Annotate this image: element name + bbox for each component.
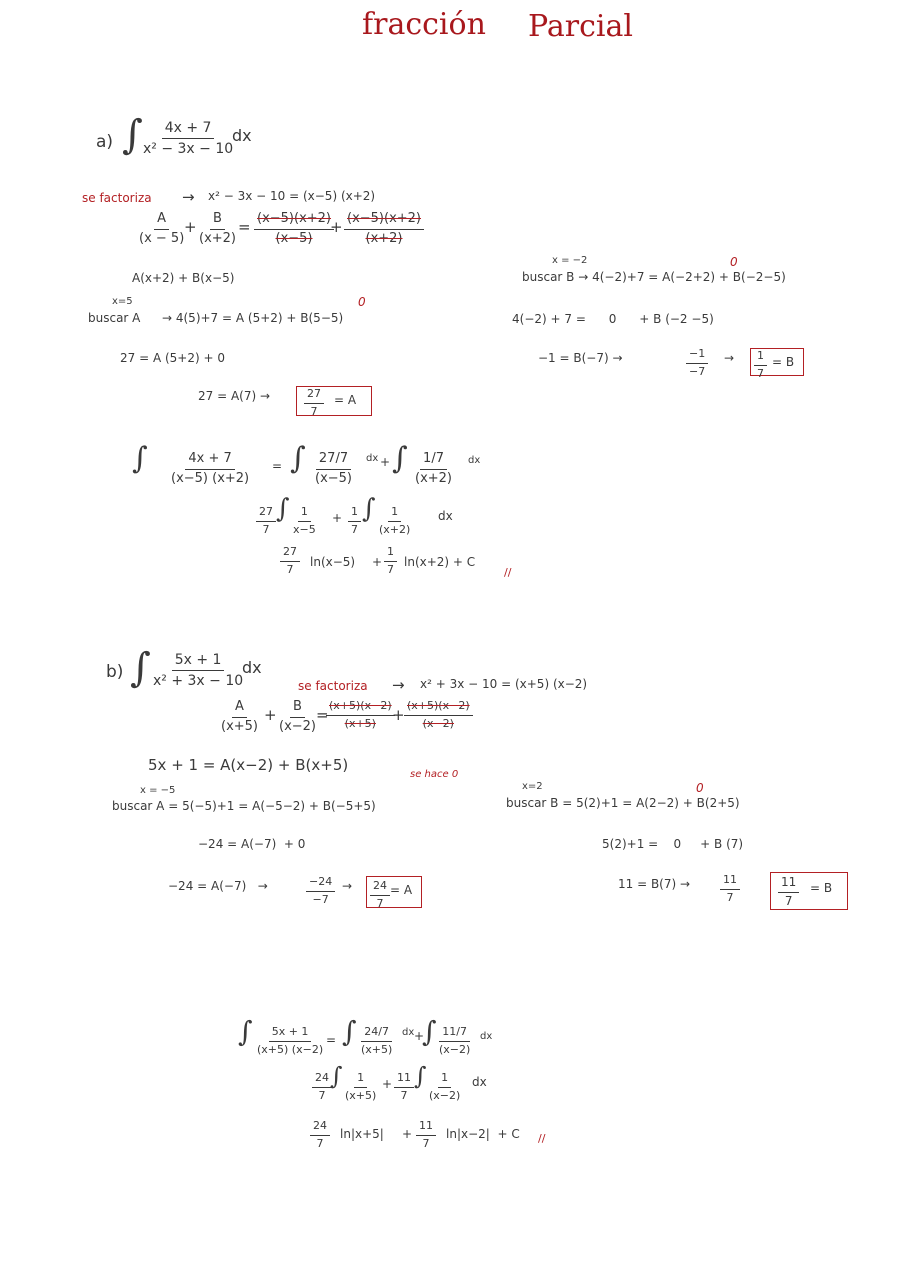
answer-B-label: = B [772,355,795,369]
part-a-factorization: x² − 3x − 10 = (x−5) (x+2) [208,189,376,203]
plus-sign: + [330,218,343,236]
pf-a-term-B: $\frac{B}{(x+2)}$ [199,211,237,246]
pf-b-cleared-1: $\frac{(x+5)(x-2)}{(x+5)}$ [326,700,395,730]
part-a-step2-f1: $\frac{1}{x-5}$ [293,505,316,536]
integral-sign-icon: ∫ [362,494,376,524]
arrow-icon: → [724,351,735,365]
pf-b-term-A: $\frac{A}{(x+5)}$ [221,699,259,734]
plus-sign: + [402,1127,413,1141]
part-b-int-r1-dx: dx [402,1027,415,1038]
part-b-result-c1: $\frac{24}{7}$ [310,1120,330,1150]
part-a-eq-main: A(x+2) + B(x−5) [132,271,235,285]
part-a-line-27b: 27 = A(7) → [198,389,271,403]
part-a-result-ln1: ln(x−5) [310,555,356,569]
answer-B-fraction: $\frac{1}{7}$ [754,350,767,380]
part-b-line-b1: 5(2)+1 = 0 + B (7) [602,837,744,851]
plus-sign: + [382,1077,393,1091]
integral-sign-icon: ∫ [392,441,408,476]
title-word-1: fracción [362,7,486,42]
part-b-dx: dx [242,658,262,677]
part-b-int-r1: $\frac{24/7}{(x+5)}$ [361,1025,393,1056]
arrow-icon: → [392,676,405,694]
part-a-label: a) [96,132,114,152]
part-a-int-lhs: $\frac{4x + 7}{(x-5) (x+2)}$ [171,451,250,486]
integral-sign-icon: ∫ [290,441,306,476]
part-b-result-ln1: ln|x+5| [340,1127,384,1141]
part-b-line-b2: 11 = B(7) → [618,877,691,891]
part-b-result-ln2: ln|x−2| + C [446,1127,520,1141]
part-b-result-c2: $\frac{11}{7}$ [416,1120,436,1150]
answer-B-fraction: $\frac{11}{7}$ [778,876,799,909]
part-a-find-B: buscar B → 4(−2)+7 = A(−2+2) + B(−2−5) [522,270,786,284]
integral-sign-icon: ∫ [238,1015,253,1048]
part-b-int-r2-dx: dx [480,1031,493,1042]
part-a-int-r1-dx: dx [366,453,379,464]
part-b-find-B: buscar B = 5(2)+1 = A(2−2) + B(2+5) [506,796,740,810]
part-b-factorization: x² + 3x − 10 = (x+5) (x−2) [420,677,588,691]
part-a-int-r1: $\frac{27/7}{(x-5)}$ [315,451,353,486]
part-b-sub-A: x = −5 [140,785,176,796]
pf-b-cleared-2: $\frac{(x+5)(x-2)}{(x-2)}$ [404,700,473,730]
end-mark: // [504,566,512,579]
part-b-frac-a: $\frac{-24}{-7}$ [306,876,335,906]
equals-sign: = [272,459,283,473]
integral-sign-icon: ∫ [414,1062,427,1090]
answer-B-label: = B [810,881,833,895]
part-a-step2-dx: dx [438,509,453,523]
plus-sign: + [414,1029,425,1043]
part-a-line-27a: 27 = A (5+2) + 0 [120,351,225,365]
plus-sign: + [380,455,391,469]
part-a-find-A-eq: → 4(5)+7 = A (5+2) + B(5−5) [162,311,344,325]
integral-sign-icon: ∫ [330,1062,343,1090]
part-b-frac-b: $\frac{11}{7}$ [720,874,740,904]
pf-a-cleared-1: $\frac{(x-5)(x+2)}{(x-5)}$ [254,212,334,247]
answer-A-fraction: $\frac{27}{7}$ [304,388,324,418]
part-a-find-A: buscar A [88,311,141,325]
pf-a-term-A: $\frac{A}{(x - 5)}$ [139,211,185,246]
pf-a-cleared-2: $\frac{(x-5)(x+2)}{(x+2)}$ [344,212,424,247]
part-a-step2-c1: $\frac{27}{7}$ [256,506,276,536]
integral-sign-icon: ∫ [276,494,290,524]
part-b-zero-B: 0 [696,781,704,795]
part-a-dx: dx [232,126,252,145]
part-a-int-r2-dx: dx [468,455,481,466]
integral-sign-icon: ∫ [132,441,148,476]
part-b-integrand: $\frac{5x + 1}{\text{x² + 3x − 10}}$ [153,652,244,690]
plus-sign: + [372,555,383,569]
part-a-result-ln2: ln(x+2) + C [404,555,476,569]
plus-sign: + [264,706,277,724]
plus-sign: + [332,511,343,525]
part-b-line-a1: −24 = A(−7) + 0 [198,837,306,851]
integral-sign-icon: ∫ [342,1015,357,1048]
title-word-2: Parcial [528,9,633,44]
plus-sign: + [184,218,197,236]
integral-sign-icon: ∫ [130,645,151,691]
part-a-zero-A: 0 [358,295,366,309]
answer-A-fraction: $\frac{24}{7}$ [370,880,390,910]
part-a-int-r2: $\frac{1/7}{(x+2)}$ [415,451,453,486]
part-a-factor-note: se factoriza [82,191,152,205]
equals-sign: = [326,1033,337,1047]
part-a-sub-A: x=5 [112,296,133,307]
part-b-step2-c1: $\frac{24}{7}$ [312,1072,332,1102]
part-a-zero-B: 0 [730,255,738,269]
part-b-step2-dx: dx [472,1075,487,1089]
integral-sign-icon: ∫ [122,112,143,158]
part-b-hace-note: se hace 0 [410,769,459,780]
plus-sign: + [392,706,405,724]
part-b-int-r2: $\frac{11/7}{(x-2)}$ [439,1025,471,1056]
part-a-line-b1: 4(−2) + 7 = 0 + B (−2 −5) [512,312,714,326]
part-b-int-lhs: $\frac{5x + 1}{(x+5) (x-2)}$ [257,1025,324,1056]
part-b-step2-c2: $\frac{11}{7}$ [394,1072,414,1102]
part-b-sub-B: x=2 [522,781,543,792]
equals-sign: = [316,706,329,724]
arrow-icon: → [342,879,353,893]
part-a-frac-b: $\frac{-1}{-7}$ [686,348,708,378]
arrow-icon: → [182,188,195,206]
part-a-integrand: $\frac{4x + 7}{\text{x² − 3x − 10}}$ [143,120,234,158]
part-b-step2-f2: $\frac{1}{(x-2)}$ [429,1071,461,1102]
part-a-result-c2: $\frac{1}{7}$ [384,546,397,576]
pf-b-term-B: $\frac{B}{(x-2)}$ [279,699,317,734]
end-mark: // [538,1132,546,1145]
part-a-step2-c2: $\frac{1}{7}$ [348,506,361,536]
part-b-label: b) [106,662,124,682]
equals-sign: = [238,218,251,236]
part-a-sub-B: x = −2 [552,255,588,266]
part-b-find-A: buscar A = 5(−5)+1 = A(−5−2) + B(−5+5) [112,799,376,813]
answer-A-label: = A [334,393,357,407]
part-b-eq-main: 5x + 1 = A(x−2) + B(x+5) [148,756,349,774]
part-a-result-c1: $\frac{27}{7}$ [280,546,300,576]
part-a-step2-f2: $\frac{1}{(x+2)}$ [379,505,411,536]
integral-sign-icon: ∫ [422,1015,437,1048]
part-b-factor-note: se factoriza [298,679,368,693]
part-b-step2-f1: $\frac{1}{(x+5)}$ [345,1071,377,1102]
part-b-line-a2: −24 = A(−7) → [168,879,268,893]
part-a-line-b2: −1 = B(−7) → [538,351,623,365]
answer-A-label: = A [390,883,413,897]
